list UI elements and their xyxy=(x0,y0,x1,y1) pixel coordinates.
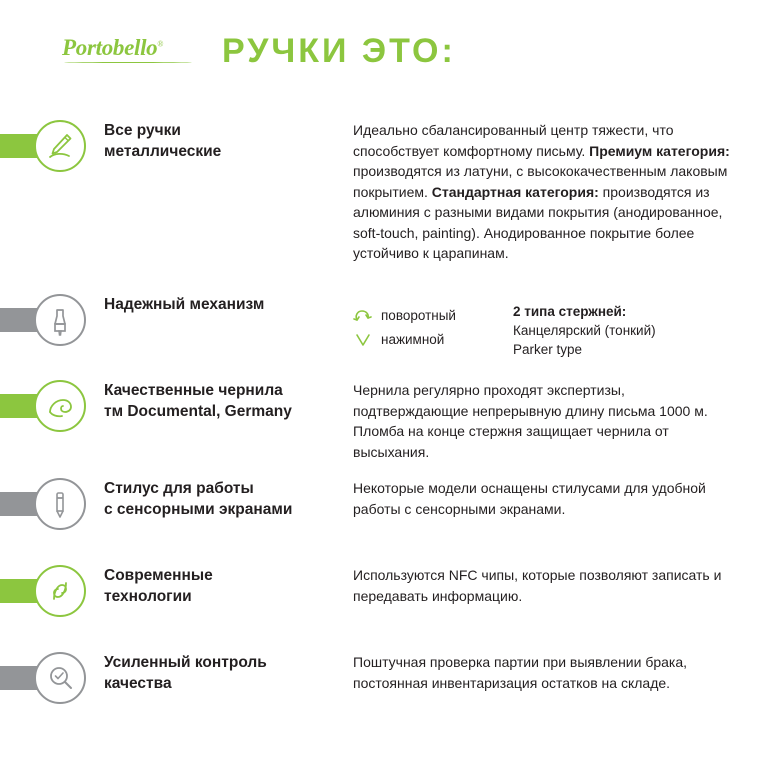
refill-type-item: Канцелярский (тонкий) xyxy=(513,323,656,338)
stylus-icon xyxy=(34,478,86,530)
mechanism-twist xyxy=(353,304,503,328)
press-arrow-icon xyxy=(353,331,373,349)
feature-body: Некоторые модели оснащены стилусами для удобной работы с сенсорными экранами. xyxy=(353,480,706,517)
feature-body: Используются NFC чипы, которые позволяют записать и передавать информацию. xyxy=(353,567,722,604)
page-header xyxy=(0,26,768,82)
refill-types xyxy=(513,302,738,359)
logo-underline xyxy=(64,62,192,63)
refill-type-item: Parker type xyxy=(513,342,583,357)
mechanism-twist-label: поворотный xyxy=(381,308,456,323)
feature-heading: Надежный механизм xyxy=(104,296,265,313)
feature-body: Поштучная проверка партии при выявлении брака, постоянная инвентаризация остатков на складе. xyxy=(353,654,688,691)
brand-logo xyxy=(62,36,202,72)
pen-writing-icon xyxy=(34,120,86,172)
mechanism-click-label: нажимной xyxy=(381,332,445,347)
page-title: РУЧКИ ЭТО: xyxy=(222,32,456,70)
feature-heading: Усиленный контроль качества xyxy=(104,654,267,692)
feature-heading: Стилус для работы с сенсорными экранами xyxy=(104,480,293,518)
registered-trademark-icon: ® xyxy=(157,39,164,49)
feature-heading: Современные технологии xyxy=(104,567,213,605)
refill-types-title: 2 типа стержней: xyxy=(513,304,627,319)
feature-body: Чернила регулярно проходят экспертизы, подтверждающие непрерывную длину письма 1000 м. Пломба на конце стержня защищает чернила от высыхания. xyxy=(353,382,708,460)
magnifier-check-icon xyxy=(34,652,86,704)
feature-body: Идеально сбалансированный центр тяжести, что способствует комфортному письму. Премиум категория: производятся из латуни, с высококачественным лаковым покрытием. Стандартная категория: производятся из алюминия с разными видами покрытия (анодированное, soft-touch, painting). Анодированное покрытие более устойчиво к царапинам. xyxy=(353,122,730,261)
mechanism-type-list xyxy=(353,304,503,352)
ink-drop-icon xyxy=(34,380,86,432)
nfc-icon xyxy=(34,565,86,617)
feature-heading: Качественные чернила тм Documental, Germany xyxy=(104,382,292,420)
pen-tip-icon xyxy=(34,294,86,346)
brand-logo-text: Portobello® xyxy=(62,35,164,60)
mechanism-click xyxy=(353,328,503,352)
rotate-arrow-icon xyxy=(353,307,373,325)
feature-heading: Все ручки металлические xyxy=(104,122,222,160)
